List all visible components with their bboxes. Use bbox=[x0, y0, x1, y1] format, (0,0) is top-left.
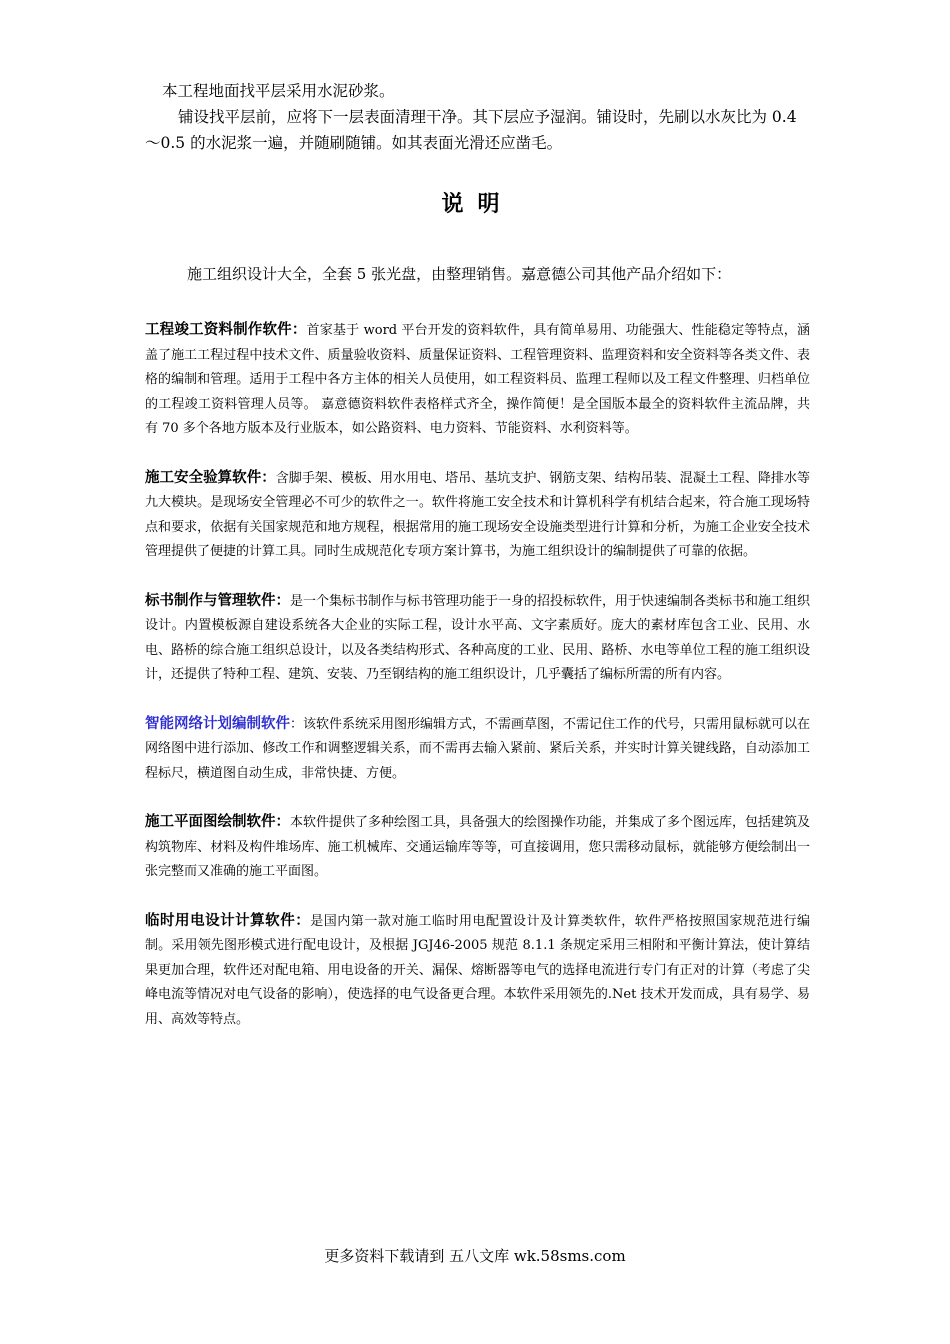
intro-paragraph: 施工组织设计大全，全套 5 张光盘，由整理销售。嘉意德公司其他产品介绍如下： bbox=[187, 265, 732, 283]
footer-link[interactable]: 更多资料下载请到 五八文库 wk.58sms.com bbox=[324, 1247, 626, 1265]
section-temp-power bbox=[145, 909, 810, 1033]
section-heading: 临时用电设计计算软件： bbox=[145, 912, 311, 929]
section-site-plan bbox=[145, 810, 810, 885]
section-heading: 标书制作与管理软件： bbox=[145, 592, 290, 609]
section-body: ：该软件系统采用图形编辑方式，不需画草图，不需记住工作的代号，只需用鼠标就可以在网络图中进行添加、修改工作和调整逻辑关系，而不需再去输入紧前、紧后关系，并实时计算关键线路，自动添加工程标尺，横道图自动生成，非常快捷、方便。 bbox=[145, 716, 811, 781]
section-heading: 施工平面图绘制软件： bbox=[145, 814, 290, 830]
section-network-plan bbox=[145, 712, 810, 787]
page-title: 说明 bbox=[441, 192, 514, 217]
section-heading: 施工安全验算软件： bbox=[145, 469, 276, 486]
section-body: 本软件提供了多种绘图工具，具备强大的绘图操作功能，并集成了多个图远库，包括建筑及构筑物库、材料及构件堆场库、施工机械库、交通运输库等等，可直接调用，您只需移动鼠标，就能够方便绘制出一张完整而又准确的施工平面图。 bbox=[145, 815, 811, 879]
section-body: 是国内第一款对施工临时用电配置设计及计算类软件，软件严格按照国家规范进行编制。采用领先图形模式进行配电设计，及根据 JGJ46-2005 规范 8.1.1 条规定采用三相附和平衡计算法，使计算结果更加合理，软件还对配电箱、用电设备的开关、漏保、熔断器等电气的选择电流进行专门有正对的计算（考虑了尖峰电流等情况对电气设备的影响），使选择的电气设备更合理。本软件采用领先的.Net 技术开发而成，具有易学、易用、高效等特点。 bbox=[145, 913, 810, 1027]
document-page bbox=[145, 78, 810, 1032]
section-completion-docs bbox=[145, 318, 810, 442]
section-bid-docs bbox=[145, 589, 810, 688]
section-heading: 工程竣工资料制作软件： bbox=[145, 322, 307, 338]
section-body: 首家基于 word 平台开发的资料软件，具有简单易用、功能强大、性能稳定等特点，涵盖了施工工程过程中技术文件、质量验收资料、质量保证资料、工程管理资料、监理资料和安全资料等各类文件、表格的编制和管理。适用于工程中各方主体的相关人员使用，如工程资料员、监理工程师以及工程文件整理、归档单位的工程竣工资料管理人员等。 嘉意德资料软件表格样式齐全，操作简便！是全国版本最全的资料软件主流品牌，共有 70 多个各地方版本及行业版本，如公路资料、电力资料、节能资料、水利资料等。 bbox=[145, 323, 810, 436]
paragraph-laying: 铺设找平层前，应将下一层表面清理干净。其下层应予湿润。铺设时，先刷以水灰比为 0.4～0.5 的水泥浆一遍，并随刷随铺。如其表面光滑还应凿毛。 bbox=[145, 108, 797, 152]
section-safety-calc bbox=[145, 466, 810, 565]
paragraph-leveling: 本工程地面找平层采用水泥砂浆。 bbox=[162, 82, 395, 100]
section-body: 是一个集标书制作与标书管理功能于一身的招投标软件，用于快速编制各类标书和施工组织设计。内置模板源自建设系统各大企业的实际工程，设计水平高、文字素质好。庞大的素材库包含工业、民用、水电、路桥的综合施工组织总设计，以及各类结构形式、各种高度的工业、民用、路桥、水电等单位工程的施工组织设计，还提供了特种工程、建筑、安装、乃至钢结构的施工组织设计，几乎囊括了编标所需的所有内容。 bbox=[145, 593, 811, 682]
section-heading-link[interactable]: 智能网络计划编制软件 bbox=[145, 715, 290, 732]
section-body: 含脚手架、模板、用水用电、塔吊、基坑支护、钢筋支架、结构吊装、混凝土工程、降排水等九大模块。是现场安全管理必不可少的软件之一。软件将施工安全技术和计算机科学有机结合起来，符合施工现场特点和要求，依据有关国家规范和地方规程，根据常用的施工现场安全设施类型进行计算和分析，为施工企业安全技术管理提供了便捷的计算工具。同时生成规范化专项方案计算书，为施工组织设计的编制提供了可靠的依据。 bbox=[145, 470, 810, 559]
